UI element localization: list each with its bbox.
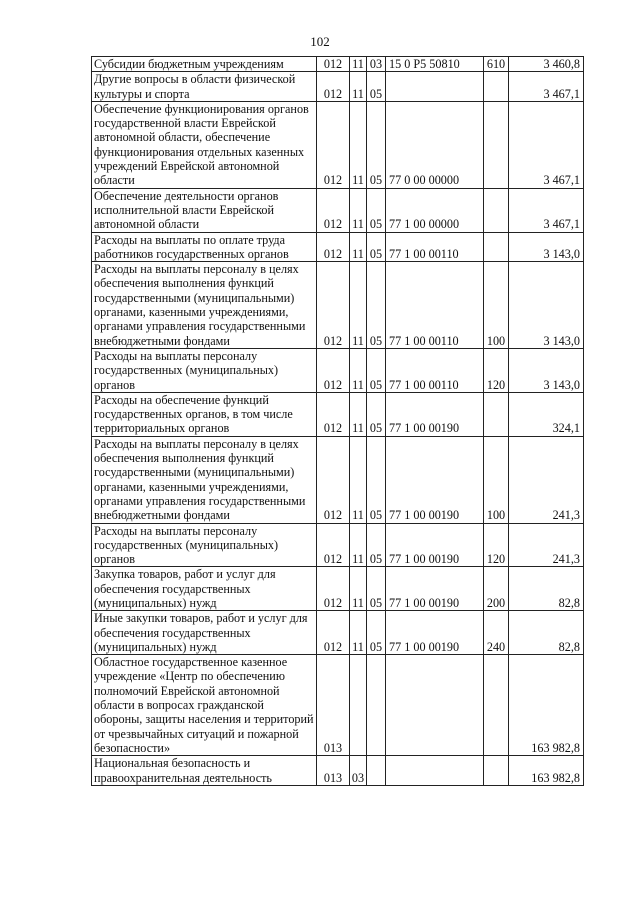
item-name: Расходы на выплаты по оплате труда работников государственных органов	[92, 232, 317, 262]
target-article-code: 77 1 00 00000	[386, 188, 484, 232]
section-code	[350, 655, 367, 756]
amount: 82,8	[509, 567, 584, 611]
amount: 3 467,1	[509, 101, 584, 188]
subsection-code: 05	[367, 567, 386, 611]
amount: 3 467,1	[509, 188, 584, 232]
section-code: 11	[350, 101, 367, 188]
target-article-code: 77 1 00 00110	[386, 348, 484, 392]
amount: 3 467,1	[509, 72, 584, 102]
table-row	[92, 101, 584, 188]
amount: 3 143,0	[509, 348, 584, 392]
amount: 241,3	[509, 436, 584, 523]
expense-type-code	[484, 392, 509, 436]
item-name: Другие вопросы в области физической культуры и спорта	[92, 72, 317, 102]
table-row	[92, 436, 584, 523]
table-row	[92, 57, 584, 72]
ministry-code: 012	[317, 188, 350, 232]
item-name: Расходы на выплаты персоналу в целях обеспечения выполнения функций государственными (муниципальными) органами, казенными учреждениями, органами управления государственными внебюджетными фондами	[92, 262, 317, 349]
section-code: 11	[350, 348, 367, 392]
subsection-code: 05	[367, 232, 386, 262]
amount: 241,3	[509, 523, 584, 567]
section-code: 11	[350, 262, 367, 349]
target-article-code	[386, 655, 484, 756]
section-code: 03	[350, 756, 367, 786]
subsection-code: 05	[367, 348, 386, 392]
subsection-code: 05	[367, 523, 386, 567]
table-row	[92, 655, 584, 756]
table-row	[92, 756, 584, 786]
amount: 163 982,8	[509, 756, 584, 786]
section-code: 11	[350, 72, 367, 102]
table-row	[92, 348, 584, 392]
table-row	[92, 262, 584, 349]
target-article-code: 77 1 00 00190	[386, 611, 484, 655]
expense-type-code: 610	[484, 57, 509, 72]
target-article-code: 77 1 00 00190	[386, 523, 484, 567]
subsection-code: 03	[367, 57, 386, 72]
table-row	[92, 188, 584, 232]
target-article-code: 77 1 00 00110	[386, 232, 484, 262]
item-name: Расходы на выплаты персоналу государственных (муниципальных) органов	[92, 523, 317, 567]
ministry-code: 012	[317, 232, 350, 262]
expense-type-code: 100	[484, 436, 509, 523]
budget-table	[91, 56, 584, 786]
section-code: 11	[350, 523, 367, 567]
amount: 3 460,8	[509, 57, 584, 72]
table-row	[92, 72, 584, 102]
item-name: Закупка товаров, работ и услуг для обеспечения государственных (муниципальных) нужд	[92, 567, 317, 611]
target-article-code: 77 1 00 00190	[386, 567, 484, 611]
expense-type-code	[484, 101, 509, 188]
table-row	[92, 392, 584, 436]
expense-type-code: 240	[484, 611, 509, 655]
subsection-code: 05	[367, 262, 386, 349]
target-article-code: 77 0 00 00000	[386, 101, 484, 188]
page-number: 102	[310, 34, 330, 49]
amount: 82,8	[509, 611, 584, 655]
item-name: Расходы на выплаты персоналу государственных (муниципальных) органов	[92, 348, 317, 392]
target-article-code: 77 1 00 00190	[386, 392, 484, 436]
item-name: Расходы на обеспечение функций государственных органов, в том числе территориальных органов	[92, 392, 317, 436]
subsection-code: 05	[367, 188, 386, 232]
subsection-code: 05	[367, 611, 386, 655]
section-code: 11	[350, 567, 367, 611]
ministry-code: 013	[317, 655, 350, 756]
subsection-code	[367, 655, 386, 756]
ministry-code: 012	[317, 57, 350, 72]
section-code: 11	[350, 611, 367, 655]
subsection-code: 05	[367, 101, 386, 188]
ministry-code: 012	[317, 392, 350, 436]
subsection-code: 05	[367, 436, 386, 523]
item-name: Обеспечение деятельности органов исполнительной власти Еврейской автономной области	[92, 188, 317, 232]
ministry-code: 012	[317, 72, 350, 102]
target-article-code	[386, 72, 484, 102]
target-article-code	[386, 756, 484, 786]
ministry-code: 012	[317, 101, 350, 188]
section-code: 11	[350, 232, 367, 262]
item-name: Расходы на выплаты персоналу в целях обеспечения выполнения функций государственными (муниципальными) органами, казенными учреждениями, органами управления государственными внебюджетными фондами	[92, 436, 317, 523]
section-code: 11	[350, 57, 367, 72]
expense-type-code: 100	[484, 262, 509, 349]
ministry-code: 012	[317, 348, 350, 392]
amount: 163 982,8	[509, 655, 584, 756]
subsection-code: 05	[367, 392, 386, 436]
item-name: Субсидии бюджетным учреждениям	[92, 57, 317, 72]
expense-type-code: 120	[484, 523, 509, 567]
ministry-code: 013	[317, 756, 350, 786]
ministry-code: 012	[317, 262, 350, 349]
item-name: Обеспечение функционирования органов государственной власти Еврейской автономной области, обеспечение функционирования отдельных казенных учреждений Еврейской автономной области	[92, 101, 317, 188]
expense-type-code	[484, 756, 509, 786]
table-row	[92, 567, 584, 611]
table-row	[92, 232, 584, 262]
expense-type-code	[484, 72, 509, 102]
expense-type-code	[484, 232, 509, 262]
section-code: 11	[350, 188, 367, 232]
expense-type-code	[484, 188, 509, 232]
section-code: 11	[350, 392, 367, 436]
item-name: Национальная безопасность и правоохранительная деятельность	[92, 756, 317, 786]
item-name: Областное государственное казенное учреждение «Центр по обеспечению полномочий Еврейской автономной области в вопросах гражданской обороны, защиты населения и территорий от чрезвычайных ситуаций и пожарной безопасности»	[92, 655, 317, 756]
expense-type-code: 120	[484, 348, 509, 392]
table-row	[92, 611, 584, 655]
target-article-code: 77 1 00 00110	[386, 262, 484, 349]
budget-table-body	[92, 57, 584, 786]
section-code: 11	[350, 436, 367, 523]
table-row	[92, 523, 584, 567]
target-article-code: 15 0 P5 50810	[386, 57, 484, 72]
target-article-code: 77 1 00 00190	[386, 436, 484, 523]
item-name: Иные закупки товаров, работ и услуг для обеспечения государственных (муниципальных) нужд	[92, 611, 317, 655]
ministry-code: 012	[317, 611, 350, 655]
subsection-code: 05	[367, 72, 386, 102]
ministry-code: 012	[317, 436, 350, 523]
amount: 3 143,0	[509, 262, 584, 349]
ministry-code: 012	[317, 523, 350, 567]
subsection-code	[367, 756, 386, 786]
ministry-code: 012	[317, 567, 350, 611]
amount: 3 143,0	[509, 232, 584, 262]
expense-type-code: 200	[484, 567, 509, 611]
expense-type-code	[484, 655, 509, 756]
amount: 324,1	[509, 392, 584, 436]
